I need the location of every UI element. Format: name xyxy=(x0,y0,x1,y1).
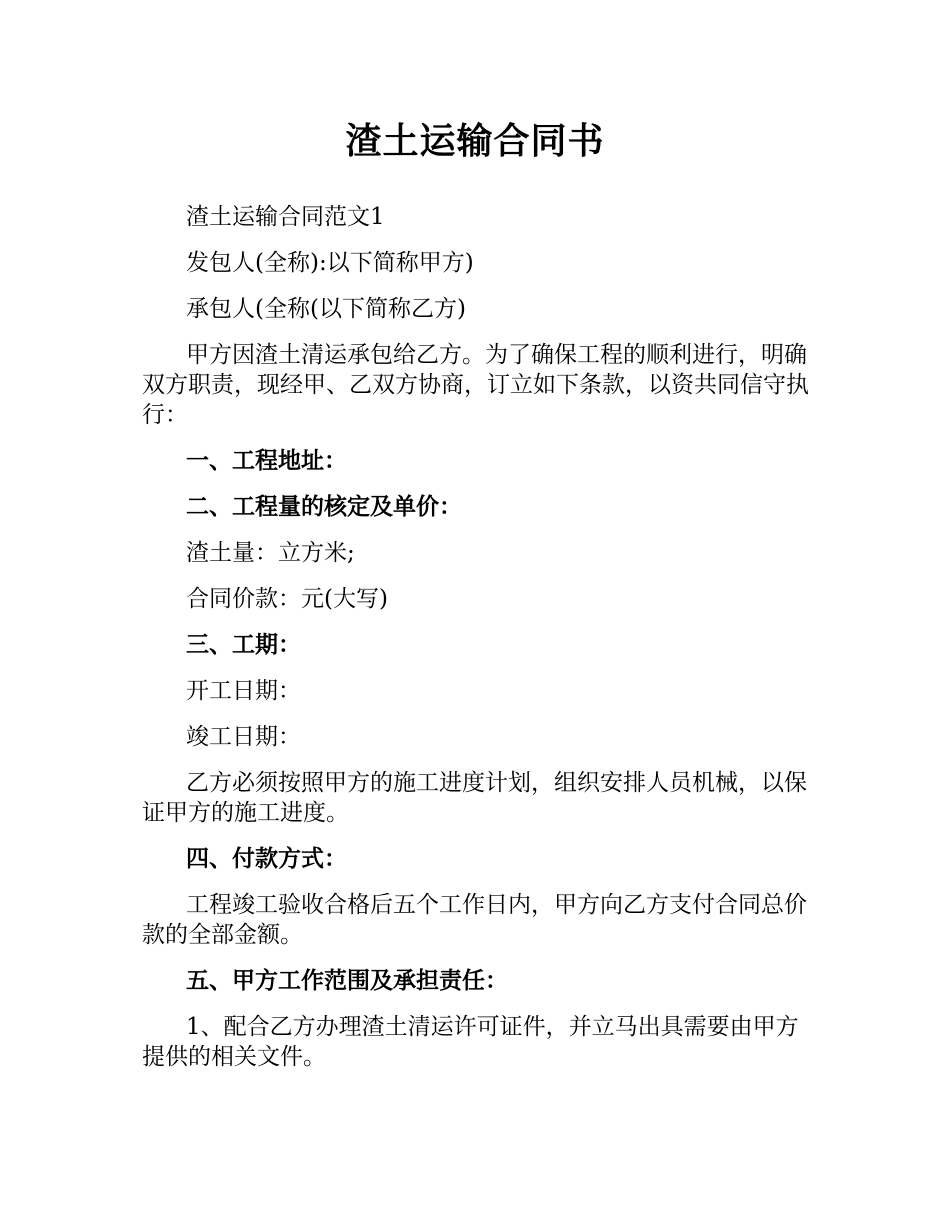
paragraph-completion-date: 竣工日期： xyxy=(186,724,301,750)
paragraph-contract-price: 合同价款：元(大写) xyxy=(186,586,388,612)
paragraph-schedule-requirement: 乙方必须按照甲方的施工进度计划，组织安排人员机械，以保证甲方的施工进度。 xyxy=(142,770,807,826)
paragraph-payment-terms: 工程竣工验收合格后五个工作日内，甲方向乙方支付合同总价款的全部金额。 xyxy=(142,892,807,948)
paragraph-contractor: 承包人(全称(以下简称乙方) xyxy=(186,296,466,322)
section-heading-employer-duties: 五、甲方工作范围及承担责任： xyxy=(186,968,508,994)
document-title: 渣土运输合同书 xyxy=(345,121,605,162)
paragraph-template-name: 渣土运输合同范文1 xyxy=(186,204,385,230)
paragraph-employer: 发包人(全称):以下简称甲方) xyxy=(186,250,474,276)
paragraph-duty-1: 1、配合乙方办理渣土清运许可证件，并立马出具需要由甲方提供的相关文件。 xyxy=(142,1014,799,1070)
section-heading-duration: 三、工期： xyxy=(186,632,301,658)
paragraph-preamble: 甲方因渣土清运承包给乙方。为了确保工程的顺利进行，明确双方职责，现经甲、乙双方协商，订立如下条款，以资共同信守执行： xyxy=(142,342,809,428)
section-heading-address: 一、工程地址： xyxy=(186,448,347,474)
section-heading-payment: 四、付款方式： xyxy=(186,846,347,872)
document-body xyxy=(142,202,812,1088)
section-heading-quantity-price: 二、工程量的核定及单价： xyxy=(186,494,462,520)
paragraph-start-date: 开工日期： xyxy=(186,678,301,704)
paragraph-waste-volume: 渣土量：立方米; xyxy=(186,540,355,566)
